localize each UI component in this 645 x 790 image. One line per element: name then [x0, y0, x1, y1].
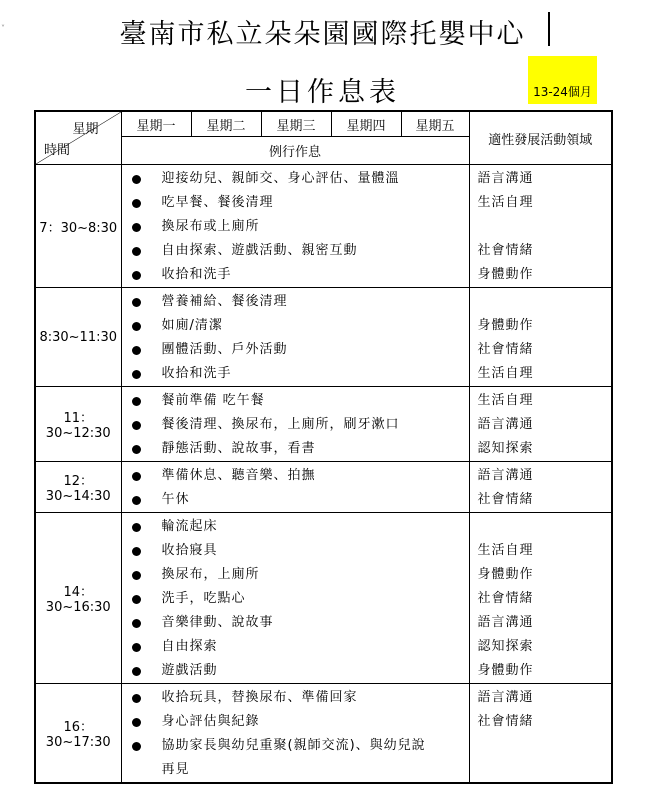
header-day-5: 星期五: [401, 111, 469, 137]
header-corner-cell: [35, 111, 121, 165]
activity-text: 收拾玩具，替換尿布、準備回家: [161, 690, 358, 705]
activity-text: 協助家長與幼兒重聚(親師交流)、與幼兒說: [161, 738, 426, 753]
routine-activities: [121, 288, 469, 387]
text-cursor: [548, 12, 550, 46]
activity-text: 音樂律動、說故事: [161, 615, 274, 630]
domain-item: 生活自理: [477, 195, 534, 210]
age-range-badge: 13-24個月: [528, 56, 597, 104]
routine-activities: [121, 165, 469, 288]
time-slot: 12：30~14:30: [35, 462, 121, 513]
domain-item: 社會情緒: [477, 591, 534, 606]
routine-activities: [121, 684, 469, 784]
domain-item: 語言溝通: [477, 690, 534, 705]
activity-text: 遊戲活動: [161, 663, 218, 678]
activity-text: 換尿布，上廁所: [161, 567, 260, 582]
activity-item: [122, 239, 469, 263]
time-slot: 7：30~8:30: [35, 165, 121, 288]
activity-text: 身心評估與紀錄: [161, 714, 260, 729]
bullet-icon: [132, 523, 141, 532]
schedule-row: [35, 288, 612, 387]
activity-text: 迎接幼兒、親師交、身心評估、量體溫: [161, 171, 400, 186]
bullet-icon: [132, 496, 141, 505]
domain-item: 生活自理: [477, 543, 534, 558]
bullet-icon: [132, 298, 141, 307]
domain-item: [470, 734, 612, 758]
domain-item: 身體動作: [477, 267, 534, 282]
activity-item: [122, 563, 469, 587]
schedule-row: [35, 684, 612, 784]
domain-item: 社會情緒: [477, 342, 534, 357]
bullet-icon: [132, 421, 141, 430]
activity-item: [122, 314, 469, 338]
domain-item: 身體動作: [477, 663, 534, 678]
domain-item: 認知探索: [477, 441, 534, 456]
bullet-icon: [132, 322, 141, 331]
activity-text: 自由探索、遊戲活動、親密互動: [161, 243, 358, 258]
domain-item: 認知探索: [477, 639, 534, 654]
document-subtitle: 一日作息表: [245, 77, 400, 108]
activity-text: 餐前準備 吃午餐: [161, 393, 265, 408]
activity-item: [122, 338, 469, 362]
bullet-icon: [132, 694, 141, 703]
domain-item: 語言溝通: [477, 417, 534, 432]
bullet-icon: [132, 223, 141, 232]
header-day-3: 星期三: [261, 111, 331, 137]
activity-text: 收拾和洗手: [161, 366, 232, 381]
header-domain: 適性發展活動領域: [469, 111, 612, 165]
development-domains: [469, 513, 612, 684]
activity-text: 餐後清理、換尿布，上廁所，刷牙漱口: [161, 417, 400, 432]
activity-item: [122, 215, 469, 239]
time-slot: 11：30~12:30: [35, 387, 121, 462]
schedule-row: [35, 513, 612, 684]
activity-item: [122, 587, 469, 611]
activity-text: 收拾和洗手: [161, 267, 232, 282]
bullet-icon: [132, 175, 141, 184]
header-day-2: 星期二: [191, 111, 261, 137]
development-domains: [469, 165, 612, 288]
domain-item: 社會情緒: [477, 492, 534, 507]
routine-activities: [121, 462, 469, 513]
domain-item: 語言溝通: [477, 171, 534, 186]
activity-item: [122, 263, 469, 287]
activity-text: 如廁/清潔: [161, 318, 223, 333]
bullet-icon: [132, 370, 141, 379]
time-slot: 8:30~11:30: [35, 288, 121, 387]
activity-item: [122, 362, 469, 386]
header-routine: 例行作息: [121, 137, 469, 165]
domain-item: 身體動作: [477, 567, 534, 582]
bullet-icon: [132, 718, 141, 727]
activity-item: [122, 191, 469, 215]
activity-text: 洗手，吃點心: [161, 591, 246, 606]
domain-item: [470, 290, 612, 314]
schedule-row: [35, 387, 612, 462]
activity-item: [122, 635, 469, 659]
schedule-row: [35, 165, 612, 288]
domain-item: [470, 215, 612, 239]
activity-item: [122, 515, 469, 539]
header-day-label: 星期: [72, 122, 99, 137]
bullet-icon: [132, 643, 141, 652]
domain-item: 生活自理: [477, 393, 534, 408]
development-domains: [469, 462, 612, 513]
activity-text: 吃早餐、餐後清理: [161, 195, 274, 210]
header-day-4: 星期四: [331, 111, 401, 137]
activity-text: 換尿布或上廁所: [161, 219, 260, 234]
bullet-icon: [132, 595, 141, 604]
activity-text: 自由探索: [161, 639, 218, 654]
activity-text: 再見: [161, 762, 190, 777]
activity-item: [122, 734, 469, 758]
bullet-icon: [132, 346, 141, 355]
activity-item: [122, 290, 469, 314]
activity-text: 準備休息、聽音樂、拍撫: [161, 468, 316, 483]
activity-item: [122, 758, 469, 782]
domain-item: 身體動作: [477, 318, 534, 333]
activity-item: [122, 413, 469, 437]
domain-item: 社會情緒: [477, 243, 534, 258]
header-day-1: 星期一: [121, 111, 191, 137]
development-domains: [469, 288, 612, 387]
bullet-icon: [132, 397, 141, 406]
schedule-row: [35, 462, 612, 513]
activity-item: [122, 167, 469, 191]
activity-text: 收拾寢具: [161, 543, 218, 558]
time-slot: 14：30~16:30: [35, 513, 121, 684]
activity-item: [122, 686, 469, 710]
routine-activities: [121, 513, 469, 684]
domain-item: [470, 758, 612, 782]
header-time-label: 時間: [44, 143, 71, 158]
activity-item: [122, 488, 469, 512]
domain-item: 語言溝通: [477, 468, 534, 483]
domain-item: 語言溝通: [477, 615, 534, 630]
bullet-icon: [132, 247, 141, 256]
development-domains: [469, 387, 612, 462]
bullet-icon: [132, 667, 141, 676]
bullet-icon: [132, 547, 141, 556]
bullet-icon: [132, 472, 141, 481]
activity-item: [122, 539, 469, 563]
document-title: 臺南市私立朵朵園國際托嬰中心: [119, 19, 526, 50]
activity-text: 營養補給、餐後清理: [161, 294, 288, 309]
activity-item: [122, 437, 469, 461]
activity-text: 團體活動、戶外活動: [161, 342, 288, 357]
corner-mark: ˅: [1, 24, 5, 33]
activity-item: [122, 710, 469, 734]
bullet-icon: [132, 271, 141, 280]
activity-item: [122, 611, 469, 635]
activity-text: 靜態活動、說故事，看書: [161, 441, 316, 456]
routine-activities: [121, 387, 469, 462]
schedule-table: [34, 110, 613, 784]
activity-text: 午休: [161, 492, 190, 507]
domain-item: 生活自理: [477, 366, 534, 381]
development-domains: [469, 684, 612, 784]
domain-item: [470, 515, 612, 539]
bullet-icon: [132, 445, 141, 454]
domain-item: 社會情緒: [477, 714, 534, 729]
bullet-icon: [132, 571, 141, 580]
activity-item: [122, 464, 469, 488]
time-slot: 16：30~17:30: [35, 684, 121, 784]
activity-text: 輪流起床: [161, 519, 218, 534]
activity-item: [122, 389, 469, 413]
bullet-icon: [132, 199, 141, 208]
bullet-icon: [132, 742, 141, 751]
activity-item: [122, 659, 469, 683]
bullet-icon: [132, 619, 141, 628]
